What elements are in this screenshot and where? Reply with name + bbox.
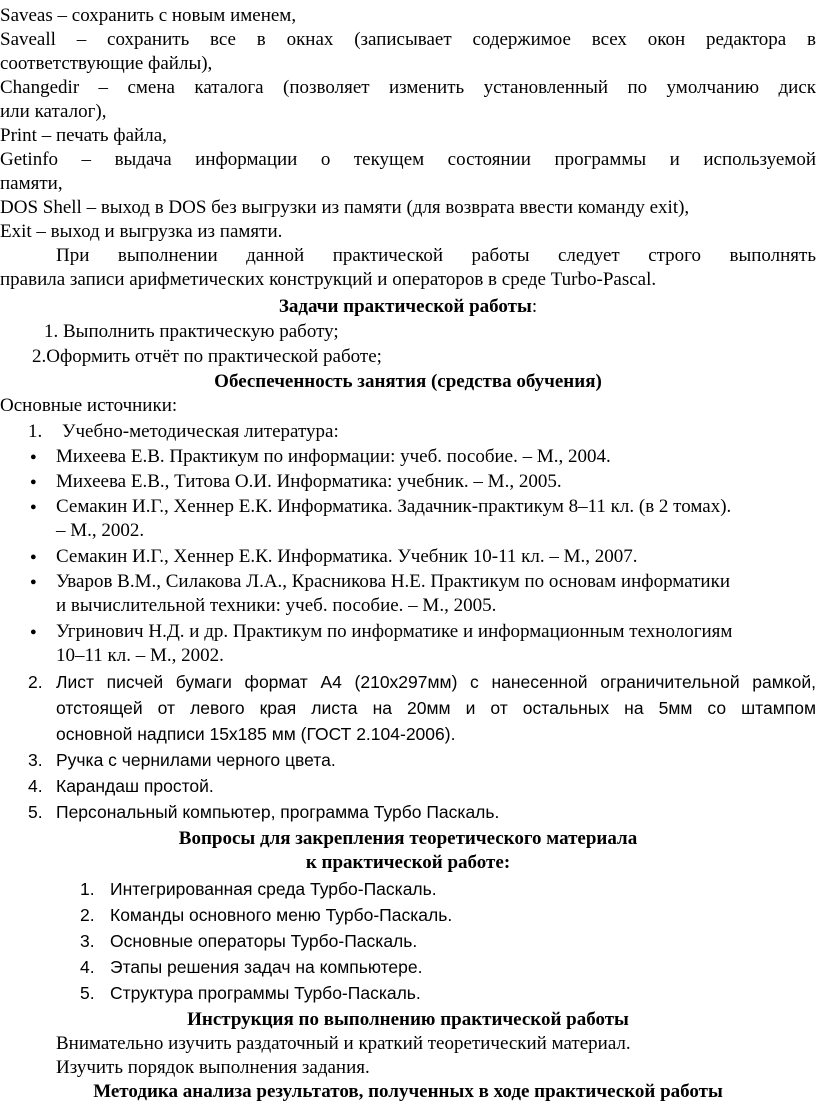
reference-5-cont: и вычислительной техники: учеб. пособие. – М., 2005.	[56, 595, 497, 616]
bullet-icon: ●	[30, 551, 37, 563]
task-item-1: 1. Выполнить практическую работу;	[44, 321, 339, 342]
question-5-number: 5.	[80, 983, 95, 1003]
rules-paragraph-line1: При выполнении данной практической работы следует строго выполнять	[56, 245, 816, 266]
numbered-item-3: Ручка с чернилами черного цвета.	[56, 750, 336, 770]
reference-6-cont: 10–11 кл. – М., 2002.	[56, 645, 224, 666]
menu-item-getinfo-cont: памяти,	[0, 173, 63, 194]
bullet-icon: ●	[30, 501, 37, 513]
lit-label: Учебно-методическая литература:	[62, 421, 339, 442]
numbered-item-4-number: 4.	[28, 776, 43, 796]
tasks-heading: Задачи практической работы:	[278, 296, 538, 317]
reference-1: Михеева Е.В. Практикум по информации: учеб. пособие. – М., 2004.	[56, 446, 611, 467]
numbered-item-2-line1: Лист писчей бумаги формат А4 (210х297мм) с нанесенной ограничительной рамкой,	[56, 672, 816, 692]
numbered-item-5-number: 5.	[28, 802, 43, 822]
instruction-line1: Внимательно изучить раздаточный и краткий теоретический материал.	[56, 1033, 631, 1054]
question-3-number: 3.	[80, 931, 95, 951]
menu-item-saveall: Saveall – сохранить все в окнах (записывает содержимое всех окон редактора в	[0, 29, 816, 50]
lit-number: 1.	[28, 421, 43, 442]
questions-heading-line1: Вопросы для закрепления теоретического материала	[178, 828, 638, 849]
reference-2: Михеева Е.В., Титова О.И. Информатика: учебник. – М., 2005.	[56, 471, 562, 492]
reference-6: Угринович Н.Д. и др. Практикум по информатике и информационным технологиям	[56, 621, 733, 642]
questions-heading-line2: к практической работе:	[305, 852, 511, 873]
reference-3-cont: – М., 2002.	[56, 520, 145, 541]
menu-item-print: Print – печать файла,	[0, 125, 167, 146]
question-2: Команды основного меню Турбо-Паскаль.	[110, 905, 453, 925]
question-4: Этапы решения задач на компьютере.	[110, 957, 423, 977]
menu-item-dosshell: DOS Shell – выход в DOS без выгрузки из памяти (для возврата ввести команду exit),	[0, 197, 690, 218]
question-2-number: 2.	[80, 905, 95, 925]
question-1-number: 1.	[80, 879, 95, 899]
menu-item-changedir: Changedir – смена каталога (позволяет изменить установленный по умолчанию диск	[0, 77, 816, 98]
provision-heading: Обеспеченность занятия (средства обучения)	[214, 371, 602, 392]
rules-paragraph-line2: правила записи арифметических конструкций и операторов в среде Turbo-Pascal.	[0, 269, 657, 290]
bullet-icon: ●	[30, 626, 37, 638]
reference-4: Семакин И.Г., Хеннер Е.К. Информатика. Учебник 10-11 кл. – М., 2007.	[56, 546, 638, 567]
numbered-item-2-number: 2.	[28, 672, 43, 692]
question-1: Интегрированная среда Турбо-Паскаль.	[110, 879, 437, 899]
question-4-number: 4.	[80, 957, 95, 977]
menu-item-saveas: Saveas – сохранить с новым именем,	[0, 5, 297, 26]
sources-label: Основные источники:	[0, 395, 178, 416]
instruction-heading: Инструкция по выполнению практической работы	[187, 1009, 629, 1030]
menu-item-getinfo: Getinfo – выдача информации о текущем состоянии программы и используемой	[0, 149, 816, 170]
instruction-line2: Изучить порядок выполнения задания.	[56, 1057, 370, 1078]
menu-item-changedir-cont: или каталог),	[0, 101, 107, 122]
numbered-item-2-line3: основной надписи 15х185 мм (ГОСТ 2.104-2006).	[56, 724, 456, 744]
task-item-2: 2.Оформить отчёт по практической работе;	[32, 346, 382, 367]
menu-item-saveall-cont: соответствующие файлы),	[0, 53, 213, 74]
question-3: Основные операторы Турбо-Паскаль.	[110, 931, 418, 951]
reference-3: Семакин И.Г., Хеннер Е.К. Информатика. Задачник-практикум 8–11 кл. (в 2 томах).	[56, 496, 732, 517]
numbered-item-5: Персональный компьютер, программа Турбо Паскаль.	[56, 802, 500, 822]
bullet-icon: ●	[30, 476, 37, 488]
menu-item-exit: Exit – выход и выгрузка из памяти.	[0, 221, 283, 242]
numbered-item-3-number: 3.	[28, 750, 43, 770]
numbered-item-4: Карандаш простой.	[56, 776, 214, 796]
question-5: Структура программы Турбо-Паскаль.	[110, 983, 421, 1003]
bullet-icon: ●	[30, 451, 37, 463]
bullet-icon: ●	[30, 576, 37, 588]
methodology-heading: Методика анализа результатов, полученных в ходе практической работы	[93, 1081, 723, 1102]
reference-5: Уваров В.М., Силакова Л.А., Красникова Н.Е. Практикум по основам информатики	[56, 571, 730, 592]
numbered-item-2-line2: отстоящей от левого края листа на 20мм и от остальных на 5мм со штампом	[56, 698, 816, 718]
